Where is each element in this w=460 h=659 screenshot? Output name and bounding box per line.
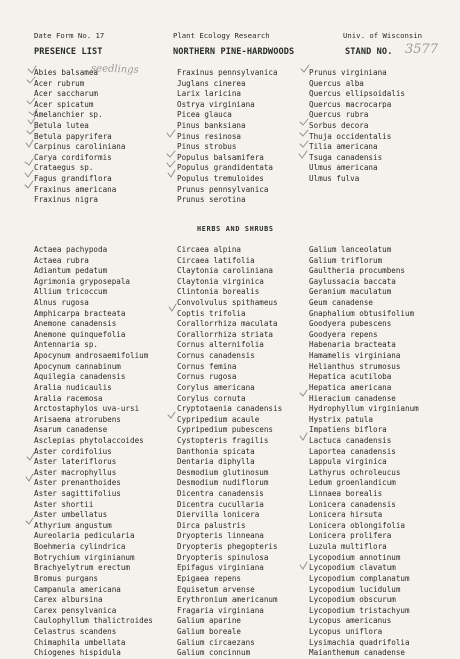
check-mark xyxy=(168,412,175,418)
species-name: Acer saccharum xyxy=(34,89,99,99)
species-name: Cornus alternifolia xyxy=(177,340,264,350)
species-name: Chiogenes hispidula xyxy=(34,648,121,658)
species-name: Maianthemum canadense xyxy=(309,648,406,658)
species-name: Circaea alpina xyxy=(177,245,242,254)
species-name: Lycopodium complanatum xyxy=(309,573,410,583)
species-name: Circaea latifolia xyxy=(177,255,255,265)
species-name: Galium concinnum xyxy=(177,648,251,658)
stand-label: STAND NO. xyxy=(345,47,393,57)
check-mark xyxy=(26,474,33,481)
species-name: Populus grandidentata xyxy=(177,163,274,173)
check-mark xyxy=(301,65,309,72)
species-name: Apocynum cannabinum xyxy=(34,361,121,371)
species-name: Epigaea repens xyxy=(177,573,242,583)
check-mark xyxy=(300,562,307,569)
species-name: Pinus banksiana xyxy=(177,121,246,131)
species-name: Aquilegia canadensis xyxy=(34,372,126,382)
species-name: Cornus rugosa xyxy=(177,372,237,382)
species-name: Galium aparine xyxy=(177,616,242,626)
species-name: Actaea rubra xyxy=(34,255,89,265)
species-name: Prunus virginiana xyxy=(309,68,387,77)
species-name: Galium lanceolatum xyxy=(309,245,392,254)
species-name: Goodyera pubescens xyxy=(309,319,392,329)
species-name: Laportea canadensis xyxy=(309,446,396,456)
species-name: Aralia racemosa xyxy=(34,393,103,403)
check-mark xyxy=(167,151,175,157)
species-name: Lactuca canadensis xyxy=(309,435,392,445)
stand-number-handwritten: 3577 xyxy=(405,42,439,57)
species-name: Populus balsamifera xyxy=(177,152,264,162)
species-name: Claytonia caroliniana xyxy=(177,266,274,276)
check-mark xyxy=(27,98,35,104)
species-name: Cypripedium acaule xyxy=(177,414,260,424)
species-name: Arctostaphylos uva-ursi xyxy=(34,404,140,414)
community-title: NORTHERN PINE-HARDWOODS xyxy=(173,47,295,57)
species-name: Antennaria sp. xyxy=(34,340,99,350)
check-mark xyxy=(28,66,36,73)
species-name: Hepatica acutiloba xyxy=(309,372,392,382)
species-name: Hystrix patula xyxy=(309,414,374,424)
species-name: Aster shortii xyxy=(34,499,94,509)
species-name: Abies balsamea xyxy=(34,68,99,77)
check-mark xyxy=(300,390,307,396)
species-name: Cystopteris fragilis xyxy=(177,435,269,445)
species-name: Adiantum pedatum xyxy=(34,266,108,276)
species-name: Chimaphila umbellata xyxy=(34,637,126,647)
species-name: Boehmeria cylindrica xyxy=(34,542,126,552)
species-name: Brachyelytrum erectum xyxy=(34,563,131,573)
species-name: Dirca palustris xyxy=(177,520,246,530)
species-name: Aster cordifolius xyxy=(34,446,112,456)
species-name: Galium triflorum xyxy=(309,255,383,265)
species-name: Lonicera hirsuta xyxy=(309,510,383,520)
species-name: Quercus rubra xyxy=(309,110,369,120)
species-name: Galium boreale xyxy=(177,626,242,636)
check-mark xyxy=(169,304,176,311)
species-name: Amelanchier sp. xyxy=(34,110,103,120)
species-name: Cryptotaenia canadensis xyxy=(177,404,283,414)
species-name: Bromus purgans xyxy=(34,573,99,583)
species-name: Arisaema atrorubens xyxy=(34,414,121,424)
species-name: Dryopteris phegopteris xyxy=(177,542,278,552)
species-name: Cornus femina xyxy=(177,361,237,371)
species-name: Aster lateriflorus xyxy=(34,457,117,467)
species-name: Campanula americana xyxy=(34,584,121,594)
species-name: Aster macrophyllus xyxy=(34,467,117,477)
form-number: Date Form No. 17 xyxy=(34,31,105,40)
species-name: Ostrya virginiana xyxy=(177,99,255,109)
species-name: Gaylussacia baccata xyxy=(309,276,396,286)
species-name: Clintonia borealis xyxy=(177,287,260,297)
species-name: Asclepias phytolaccoides xyxy=(34,435,144,445)
species-name: Luzula multiflora xyxy=(309,542,387,552)
species-name: Prunus serotina xyxy=(177,195,246,205)
species-name: Lycopodium tristachyum xyxy=(309,605,410,615)
check-mark xyxy=(25,181,33,188)
species-name: Caulophyllum thalictroides xyxy=(34,616,153,626)
species-name: Botrychium virginianum xyxy=(34,552,135,562)
species-name: Populus tremuloides xyxy=(177,174,264,184)
species-name: Lonicera prolifera xyxy=(309,531,392,541)
department-title: Plant Ecology Research xyxy=(173,31,270,40)
species-name: Aster sagittifolius xyxy=(34,489,121,499)
species-name: Ulmus americana xyxy=(309,163,378,173)
species-name: Tilia americana xyxy=(309,142,378,152)
species-name: Dentaria diphylla xyxy=(177,457,255,467)
species-name: Hepatica americana xyxy=(309,382,392,392)
species-name: Convolvulus spithameus xyxy=(177,298,278,308)
species-name: Acer spicatum xyxy=(34,99,94,109)
species-name: Ledum groenlandicum xyxy=(309,478,396,488)
species-name: Aureolaria pedicularia xyxy=(34,531,135,541)
species-name: Carex albursina xyxy=(34,595,103,605)
species-name: Aralia nudicaulis xyxy=(34,382,112,392)
species-name: Alnus rugosa xyxy=(34,298,89,308)
presence-list-title: PRESENCE LIST xyxy=(34,47,103,57)
species-name: Danthonia spicata xyxy=(177,446,255,456)
species-name: Larix laricina xyxy=(177,89,242,99)
species-name: Prunus pennsylvanica xyxy=(177,184,269,194)
species-name: Thuja occidentalis xyxy=(309,131,392,141)
species-name: Gaultheria procumbens xyxy=(309,266,406,276)
species-name: Galium circaezans xyxy=(177,637,255,647)
species-name: Quercus macrocarpa xyxy=(309,99,392,109)
species-name: Linnaea borealis xyxy=(309,489,383,499)
check-mark xyxy=(25,159,33,165)
check-mark xyxy=(29,109,37,115)
species-name: Actaea pachypoda xyxy=(34,245,108,254)
species-name: Lycopodium annotinum xyxy=(309,552,401,562)
species-name: Cypripedium pubescens xyxy=(177,425,274,435)
species-name: Diervilla lonicera xyxy=(177,510,260,520)
species-name: Fraxinus americana xyxy=(34,184,117,194)
species-name: Dicentra canadensis xyxy=(177,489,264,499)
species-name: Equisetum arvense xyxy=(177,584,255,594)
species-name: Anemone quinquefolia xyxy=(34,329,126,339)
species-name: Lycopus uniflora xyxy=(309,626,383,636)
species-name: Quercus ellipsoidalis xyxy=(309,89,406,99)
species-name: Agrimonia gryposepala xyxy=(34,276,131,286)
species-name: Lycopodium clavatum xyxy=(309,563,396,573)
check-mark xyxy=(27,77,35,83)
species-name: Crataegus sp. xyxy=(34,163,94,173)
species-name: Quercus alba xyxy=(309,78,364,88)
species-name: Corallorrhiza maculata xyxy=(177,319,278,329)
species-name: Fragaria virginiana xyxy=(177,605,264,615)
check-mark xyxy=(300,119,308,125)
species-name: Betula papyrifera xyxy=(34,131,112,141)
species-name: Coptis trifolia xyxy=(177,308,246,318)
species-name: Gnaphalium obtusifolium xyxy=(309,308,415,318)
species-name: Erythronium americanum xyxy=(177,595,278,605)
check-mark xyxy=(27,129,35,134)
species-name: Fraxinus pennsylvanica xyxy=(177,68,278,77)
species-name: Picea glauca xyxy=(177,110,232,120)
check-mark xyxy=(26,518,33,524)
handwritten-note: seedlings xyxy=(90,63,139,76)
species-name: Corallorrhiza striata xyxy=(177,329,274,339)
check-mark xyxy=(299,151,307,158)
species-name: Claytonia virginica xyxy=(177,276,264,286)
species-name: Carpinus caroliniana xyxy=(34,142,126,152)
species-name: Dryopteris spinulosa xyxy=(177,552,269,562)
species-name: Sorbus decora xyxy=(309,121,369,131)
species-name: Tsuga canadensis xyxy=(309,152,383,162)
species-name: Geum canadense xyxy=(309,298,374,308)
check-mark xyxy=(27,453,34,460)
species-name: Hamamelis virginiana xyxy=(309,351,401,361)
species-name: Betula lutea xyxy=(34,121,89,131)
species-name: Aster umbellatus xyxy=(34,510,108,520)
species-name: Lycopodium lucidulum xyxy=(309,584,401,594)
species-name: Lonicera oblongifolia xyxy=(309,520,406,530)
species-name: Impatiens biflora xyxy=(309,425,387,435)
species-name: Lonicera canadensis xyxy=(309,499,396,509)
species-name: Goodyera repens xyxy=(309,329,378,339)
check-mark xyxy=(26,140,33,147)
check-mark xyxy=(300,141,308,147)
species-name: Lysimachia quadrifolia xyxy=(309,637,410,647)
species-name: Desmodium glutinosum xyxy=(177,467,269,477)
species-name: Fraxinus nigra xyxy=(34,195,99,205)
species-name: Aster prenanthoides xyxy=(34,478,121,488)
species-name: Lycopus americanus xyxy=(309,616,392,626)
check-mark xyxy=(300,433,307,440)
species-name: Anemone canadensis xyxy=(34,319,117,329)
species-name: Athyrium angustum xyxy=(34,520,112,530)
species-name: Hydrophyllum virginianum xyxy=(309,404,419,414)
species-name: Corylus cornuta xyxy=(177,393,246,403)
species-name: Geranium maculatum xyxy=(309,287,392,297)
check-mark xyxy=(168,170,175,177)
species-name: Acer rubrum xyxy=(34,78,85,88)
species-name: Cornus canadensis xyxy=(177,351,255,361)
species-name: Dicentra cucullaria xyxy=(177,499,264,509)
species-name: Corylus americana xyxy=(177,382,255,392)
check-mark xyxy=(167,130,175,137)
check-mark xyxy=(28,118,35,124)
check-mark xyxy=(300,130,308,136)
species-name: Pinus strobus xyxy=(177,142,237,152)
species-name: Helianthus strumosus xyxy=(309,361,401,371)
species-name: Carya cordiformis xyxy=(34,152,112,162)
check-mark xyxy=(167,161,175,167)
species-name: Dryopteris linneana xyxy=(177,531,264,541)
species-name: Celastrus scandens xyxy=(34,626,117,636)
check-mark xyxy=(25,170,33,177)
species-name: Ulmus fulva xyxy=(309,174,360,184)
herbs-shrubs-title: HERBS AND SHRUBS xyxy=(197,225,274,233)
species-name: Lappula virginica xyxy=(309,457,387,467)
species-name: Lycopodium obscurum xyxy=(309,595,396,605)
species-name: Pinus resinosa xyxy=(177,131,242,141)
species-name: Epifagus virginiana xyxy=(177,563,264,573)
species-name: Asarum canadense xyxy=(34,425,108,435)
species-name: Fagus grandiflora xyxy=(34,174,112,184)
species-name: Habenaria bracteata xyxy=(309,340,396,350)
species-name: Allium tricoccum xyxy=(34,287,108,297)
species-name: Apocynum androsaemifolium xyxy=(34,351,149,361)
species-name: Amphicarpa bracteata xyxy=(34,308,126,318)
species-name: Lathyrus ochroleucus xyxy=(309,467,401,477)
species-name: Carex pensylvanica xyxy=(34,605,117,615)
species-name: Juglans cinerea xyxy=(177,78,246,88)
university-name: Univ. of Wisconsin xyxy=(343,31,423,40)
species-name: Desmodium nudiflorum xyxy=(177,478,269,488)
species-name: Hieracium canadense xyxy=(309,393,396,403)
